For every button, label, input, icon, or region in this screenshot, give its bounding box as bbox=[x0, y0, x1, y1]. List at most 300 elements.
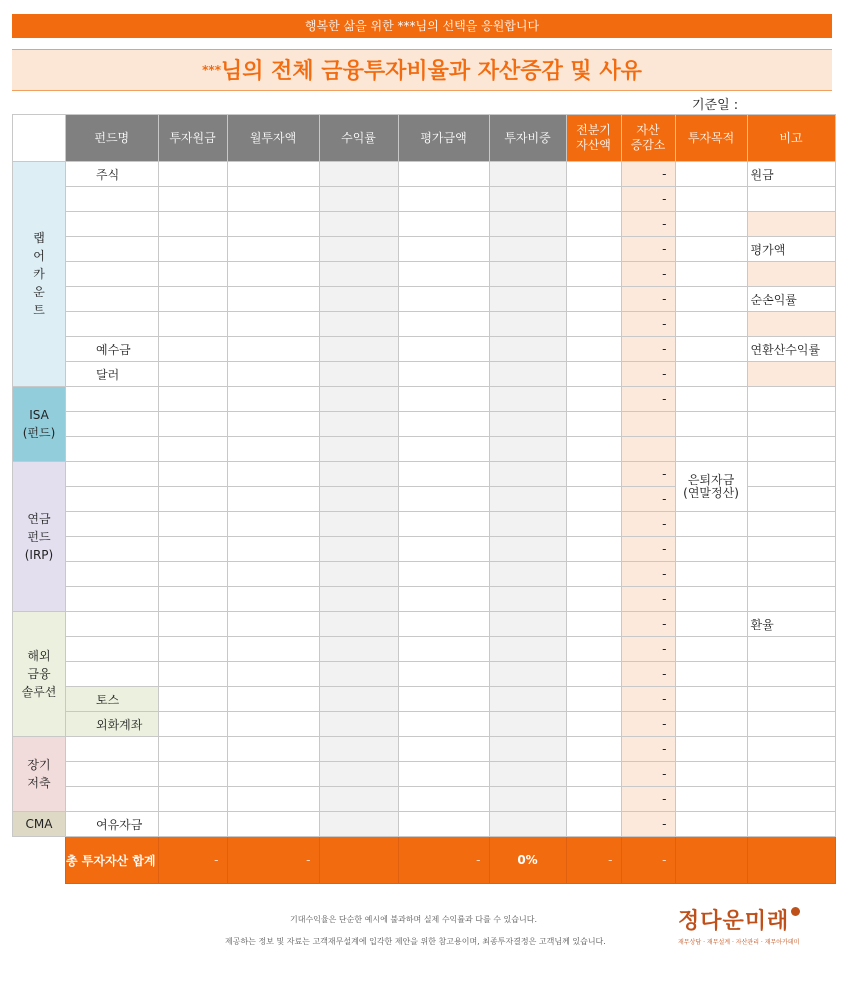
cell[interactable] bbox=[398, 312, 489, 337]
cell[interactable] bbox=[158, 537, 227, 562]
cell[interactable] bbox=[319, 487, 398, 512]
cell[interactable] bbox=[158, 562, 227, 587]
cell[interactable] bbox=[489, 162, 566, 187]
cell[interactable] bbox=[489, 812, 566, 837]
cell[interactable] bbox=[319, 512, 398, 537]
cell[interactable] bbox=[675, 537, 747, 562]
cell[interactable] bbox=[227, 612, 319, 637]
cell[interactable] bbox=[747, 487, 835, 512]
cell[interactable] bbox=[489, 312, 566, 337]
cell[interactable] bbox=[66, 512, 159, 537]
cell[interactable] bbox=[398, 687, 489, 712]
cell[interactable] bbox=[158, 337, 227, 362]
table-row bbox=[13, 537, 836, 562]
cell[interactable] bbox=[489, 487, 566, 512]
cell[interactable] bbox=[675, 637, 747, 662]
cell[interactable] bbox=[398, 762, 489, 787]
cell[interactable] bbox=[319, 637, 398, 662]
cell[interactable] bbox=[227, 562, 319, 587]
table-row bbox=[13, 687, 836, 712]
cell[interactable] bbox=[675, 212, 747, 237]
cell[interactable] bbox=[319, 162, 398, 187]
cell[interactable] bbox=[566, 512, 621, 537]
purpose-cell bbox=[675, 462, 747, 512]
cell[interactable] bbox=[319, 312, 398, 337]
cell[interactable] bbox=[747, 512, 835, 537]
cell[interactable] bbox=[319, 687, 398, 712]
cell[interactable] bbox=[319, 337, 398, 362]
cell[interactable] bbox=[566, 637, 621, 662]
cell[interactable] bbox=[227, 187, 319, 212]
cell[interactable] bbox=[489, 787, 566, 812]
cell[interactable] bbox=[489, 212, 566, 237]
cell[interactable] bbox=[747, 187, 835, 212]
logo-name: 정다운미래 bbox=[678, 909, 790, 934]
cell[interactable] bbox=[227, 212, 319, 237]
cell[interactable] bbox=[319, 437, 398, 462]
cell[interactable] bbox=[747, 412, 835, 437]
cell[interactable] bbox=[675, 412, 747, 437]
table-row bbox=[13, 512, 836, 537]
cell[interactable] bbox=[158, 312, 227, 337]
change-value: - bbox=[621, 612, 675, 637]
cell[interactable] bbox=[675, 787, 747, 812]
portfolio-table bbox=[12, 114, 836, 884]
table-row bbox=[13, 562, 836, 587]
cell[interactable] bbox=[566, 187, 621, 212]
change-value: - bbox=[621, 262, 675, 287]
cell[interactable] bbox=[489, 687, 566, 712]
total-change: - bbox=[621, 837, 675, 884]
cell[interactable] bbox=[66, 437, 159, 462]
cell[interactable] bbox=[227, 337, 319, 362]
purpose-line: (연말정산) bbox=[683, 485, 739, 500]
cell[interactable] bbox=[158, 187, 227, 212]
cell[interactable] bbox=[319, 462, 398, 487]
cell[interactable] bbox=[747, 712, 835, 737]
cell[interactable] bbox=[66, 737, 159, 762]
cell[interactable] bbox=[158, 437, 227, 462]
cell[interactable] bbox=[398, 362, 489, 387]
cell[interactable] bbox=[319, 737, 398, 762]
cell[interactable] bbox=[566, 462, 621, 487]
cell[interactable] bbox=[566, 612, 621, 637]
cell[interactable] bbox=[158, 712, 227, 737]
cell[interactable] bbox=[227, 512, 319, 537]
col-return: 수익률 bbox=[319, 115, 398, 162]
cell[interactable] bbox=[566, 287, 621, 312]
cell[interactable] bbox=[398, 712, 489, 737]
cell[interactable] bbox=[227, 762, 319, 787]
total-blank bbox=[13, 837, 66, 884]
group-isa bbox=[13, 387, 66, 462]
cell[interactable] bbox=[398, 662, 489, 687]
col-prev-quarter-line2: 자산액 bbox=[576, 138, 611, 152]
cell[interactable] bbox=[489, 537, 566, 562]
cell[interactable] bbox=[747, 812, 835, 837]
cell[interactable] bbox=[66, 637, 159, 662]
cell[interactable] bbox=[747, 787, 835, 812]
cell[interactable] bbox=[675, 362, 747, 387]
note-cell: 순손익률 bbox=[747, 287, 835, 312]
note-input[interactable] bbox=[747, 362, 835, 387]
logo-mark-icon bbox=[791, 907, 800, 916]
cell[interactable] bbox=[66, 312, 159, 337]
cell[interactable] bbox=[398, 737, 489, 762]
cell[interactable] bbox=[227, 662, 319, 687]
table-row bbox=[13, 587, 836, 612]
cell[interactable] bbox=[489, 387, 566, 412]
cell[interactable] bbox=[227, 712, 319, 737]
table-row bbox=[13, 462, 836, 487]
cell[interactable] bbox=[319, 187, 398, 212]
page-title bbox=[12, 49, 832, 91]
cell[interactable] bbox=[747, 762, 835, 787]
cell[interactable] bbox=[675, 512, 747, 537]
cell[interactable] bbox=[158, 387, 227, 412]
group-label: 연금 bbox=[27, 511, 51, 526]
cell[interactable] bbox=[158, 612, 227, 637]
cell[interactable] bbox=[398, 237, 489, 262]
cell[interactable] bbox=[66, 562, 159, 587]
cell[interactable] bbox=[675, 437, 747, 462]
cell[interactable] bbox=[66, 287, 159, 312]
col-fund-name: 펀드명 bbox=[66, 115, 159, 162]
total-row bbox=[13, 837, 836, 884]
cell[interactable] bbox=[566, 362, 621, 387]
group-label: ISA bbox=[29, 408, 49, 422]
cell[interactable] bbox=[489, 187, 566, 212]
cell[interactable] bbox=[319, 587, 398, 612]
cell[interactable] bbox=[566, 387, 621, 412]
change-value: - bbox=[621, 487, 675, 512]
cell[interactable] bbox=[158, 637, 227, 662]
cell[interactable] bbox=[66, 787, 159, 812]
cell[interactable] bbox=[489, 362, 566, 387]
cell[interactable] bbox=[227, 537, 319, 562]
fund-name[interactable]: 주식 bbox=[66, 162, 159, 187]
group-label: 장기 bbox=[27, 758, 51, 772]
cell[interactable] bbox=[398, 337, 489, 362]
group-label: 운 bbox=[33, 285, 45, 299]
cell[interactable] bbox=[747, 662, 835, 687]
cell[interactable] bbox=[398, 487, 489, 512]
cell[interactable] bbox=[675, 562, 747, 587]
cell[interactable] bbox=[66, 237, 159, 262]
company-logo bbox=[678, 904, 818, 946]
cell[interactable] bbox=[398, 512, 489, 537]
total-return bbox=[319, 837, 398, 884]
fund-name[interactable]: 예수금 bbox=[66, 337, 159, 362]
cell[interactable] bbox=[66, 762, 159, 787]
table-row bbox=[13, 437, 836, 462]
group-overseas-solution bbox=[13, 612, 66, 737]
col-principal: 투자원금 bbox=[158, 115, 227, 162]
table-row bbox=[13, 712, 836, 737]
cell[interactable] bbox=[319, 662, 398, 687]
cell[interactable] bbox=[489, 437, 566, 462]
cell[interactable] bbox=[675, 612, 747, 637]
cell[interactable] bbox=[227, 287, 319, 312]
cell[interactable] bbox=[66, 537, 159, 562]
cell[interactable] bbox=[319, 362, 398, 387]
cell[interactable] bbox=[566, 812, 621, 837]
cell[interactable] bbox=[566, 562, 621, 587]
cell[interactable] bbox=[319, 612, 398, 637]
cell[interactable] bbox=[227, 362, 319, 387]
cell[interactable] bbox=[675, 737, 747, 762]
cell[interactable] bbox=[675, 287, 747, 312]
cell[interactable] bbox=[158, 412, 227, 437]
cell[interactable] bbox=[566, 662, 621, 687]
cell[interactable] bbox=[66, 487, 159, 512]
note-input[interactable] bbox=[747, 212, 835, 237]
cell[interactable] bbox=[566, 712, 621, 737]
table-row bbox=[13, 812, 836, 837]
note-cell: 환율 bbox=[747, 612, 835, 637]
cell[interactable] bbox=[158, 487, 227, 512]
cell[interactable] bbox=[675, 712, 747, 737]
cell[interactable] bbox=[227, 737, 319, 762]
cell[interactable] bbox=[398, 187, 489, 212]
note-cell: 원금 bbox=[747, 162, 835, 187]
cell[interactable] bbox=[675, 237, 747, 262]
total-label: 총 투자자산 합계 bbox=[66, 837, 159, 884]
cell[interactable] bbox=[489, 612, 566, 637]
cell[interactable] bbox=[398, 562, 489, 587]
fund-name[interactable]: 여유자금 bbox=[66, 812, 159, 837]
change-value: - bbox=[621, 712, 675, 737]
cell[interactable] bbox=[566, 787, 621, 812]
cell[interactable] bbox=[489, 587, 566, 612]
cell[interactable] bbox=[489, 737, 566, 762]
cell[interactable] bbox=[158, 262, 227, 287]
cell[interactable] bbox=[158, 462, 227, 487]
cell[interactable] bbox=[566, 737, 621, 762]
cell[interactable] bbox=[319, 787, 398, 812]
cell[interactable] bbox=[398, 637, 489, 662]
cell[interactable] bbox=[227, 237, 319, 262]
cell[interactable] bbox=[747, 437, 835, 462]
cell[interactable] bbox=[489, 287, 566, 312]
cell[interactable] bbox=[227, 387, 319, 412]
cell[interactable] bbox=[566, 412, 621, 437]
cell[interactable] bbox=[398, 387, 489, 412]
cell[interactable] bbox=[227, 412, 319, 437]
cell[interactable] bbox=[398, 262, 489, 287]
cell[interactable] bbox=[489, 412, 566, 437]
cell[interactable] bbox=[675, 187, 747, 212]
cell[interactable] bbox=[319, 762, 398, 787]
cell[interactable] bbox=[158, 512, 227, 537]
cell[interactable] bbox=[398, 537, 489, 562]
note-input[interactable] bbox=[747, 262, 835, 287]
cell[interactable] bbox=[566, 587, 621, 612]
cell[interactable] bbox=[227, 587, 319, 612]
cell[interactable] bbox=[66, 587, 159, 612]
cell[interactable] bbox=[747, 562, 835, 587]
cell[interactable] bbox=[398, 287, 489, 312]
cell[interactable] bbox=[566, 762, 621, 787]
change-value: - bbox=[621, 287, 675, 312]
group-label: 어 bbox=[33, 249, 45, 263]
cell[interactable] bbox=[319, 262, 398, 287]
cell[interactable] bbox=[398, 412, 489, 437]
cell[interactable] bbox=[747, 462, 835, 487]
cell[interactable] bbox=[566, 237, 621, 262]
cell[interactable] bbox=[319, 237, 398, 262]
cell[interactable] bbox=[227, 162, 319, 187]
cell[interactable] bbox=[66, 612, 159, 637]
cell[interactable] bbox=[158, 362, 227, 387]
col-purpose: 투자목적 bbox=[675, 115, 747, 162]
fund-name[interactable]: 외화계좌 bbox=[66, 712, 159, 737]
cell[interactable] bbox=[319, 387, 398, 412]
cell[interactable] bbox=[747, 587, 835, 612]
cell[interactable] bbox=[566, 687, 621, 712]
cell[interactable] bbox=[66, 212, 159, 237]
cell[interactable] bbox=[227, 312, 319, 337]
col-prev-quarter bbox=[566, 115, 621, 162]
cell[interactable] bbox=[489, 337, 566, 362]
cell[interactable] bbox=[66, 187, 159, 212]
cell[interactable] bbox=[227, 787, 319, 812]
cell[interactable] bbox=[489, 762, 566, 787]
cell[interactable] bbox=[398, 787, 489, 812]
cell[interactable] bbox=[566, 312, 621, 337]
cell[interactable] bbox=[227, 637, 319, 662]
cell[interactable] bbox=[158, 587, 227, 612]
cell[interactable] bbox=[227, 812, 319, 837]
cell[interactable] bbox=[398, 212, 489, 237]
cell[interactable] bbox=[566, 537, 621, 562]
cell[interactable] bbox=[398, 437, 489, 462]
group-wrap-account bbox=[13, 162, 66, 387]
cell[interactable] bbox=[319, 537, 398, 562]
note-cell: 평가액 bbox=[747, 237, 835, 262]
cell[interactable] bbox=[747, 387, 835, 412]
cell[interactable] bbox=[319, 712, 398, 737]
cell[interactable] bbox=[566, 162, 621, 187]
change-value: - bbox=[621, 162, 675, 187]
cell[interactable] bbox=[747, 687, 835, 712]
cell[interactable] bbox=[566, 262, 621, 287]
cell[interactable] bbox=[489, 462, 566, 487]
cell[interactable] bbox=[66, 662, 159, 687]
total-weight: 0% bbox=[489, 837, 566, 884]
cell[interactable] bbox=[675, 662, 747, 687]
cell[interactable] bbox=[66, 412, 159, 437]
cell[interactable] bbox=[227, 462, 319, 487]
cell[interactable] bbox=[675, 762, 747, 787]
cell[interactable] bbox=[158, 237, 227, 262]
cell[interactable] bbox=[566, 437, 621, 462]
cell[interactable] bbox=[158, 737, 227, 762]
cell[interactable] bbox=[675, 262, 747, 287]
total-purpose bbox=[675, 837, 747, 884]
cell[interactable] bbox=[319, 562, 398, 587]
cell[interactable] bbox=[747, 737, 835, 762]
cell[interactable] bbox=[319, 812, 398, 837]
cell[interactable] bbox=[489, 662, 566, 687]
cell[interactable] bbox=[319, 212, 398, 237]
cell[interactable] bbox=[675, 812, 747, 837]
cell[interactable] bbox=[489, 637, 566, 662]
col-asset-change-line2: 증감소 bbox=[630, 138, 666, 152]
cell[interactable] bbox=[158, 662, 227, 687]
cell[interactable] bbox=[158, 687, 227, 712]
cell[interactable] bbox=[66, 462, 159, 487]
note-input[interactable] bbox=[747, 312, 835, 337]
cell[interactable] bbox=[398, 612, 489, 637]
cell[interactable] bbox=[675, 162, 747, 187]
cell[interactable] bbox=[747, 537, 835, 562]
table-row bbox=[13, 262, 836, 287]
cell[interactable] bbox=[398, 162, 489, 187]
cell[interactable] bbox=[675, 312, 747, 337]
cell[interactable] bbox=[158, 787, 227, 812]
cell[interactable] bbox=[227, 687, 319, 712]
group-long-term-savings bbox=[13, 737, 66, 812]
cell[interactable] bbox=[675, 337, 747, 362]
col-asset-change bbox=[621, 115, 675, 162]
cell[interactable] bbox=[489, 562, 566, 587]
cell[interactable] bbox=[227, 437, 319, 462]
cell[interactable] bbox=[675, 387, 747, 412]
cell[interactable] bbox=[489, 712, 566, 737]
cell[interactable] bbox=[398, 587, 489, 612]
cell[interactable] bbox=[158, 287, 227, 312]
cell[interactable] bbox=[398, 812, 489, 837]
cell[interactable] bbox=[398, 462, 489, 487]
cell[interactable] bbox=[566, 337, 621, 362]
cell[interactable] bbox=[319, 412, 398, 437]
fund-name[interactable]: 토스 bbox=[66, 687, 159, 712]
cell[interactable] bbox=[227, 487, 319, 512]
cell[interactable] bbox=[227, 262, 319, 287]
cell[interactable] bbox=[158, 212, 227, 237]
change-value: - bbox=[621, 512, 675, 537]
cell[interactable] bbox=[66, 262, 159, 287]
purpose-line: 은퇴자금 bbox=[687, 472, 735, 487]
cell[interactable] bbox=[158, 162, 227, 187]
cell[interactable] bbox=[158, 812, 227, 837]
cell[interactable] bbox=[747, 637, 835, 662]
cell[interactable] bbox=[489, 262, 566, 287]
cell[interactable] bbox=[489, 512, 566, 537]
group-label: 해외 bbox=[27, 649, 51, 663]
cell[interactable] bbox=[675, 687, 747, 712]
group-label: 랩 bbox=[33, 231, 45, 245]
table-row bbox=[13, 637, 836, 662]
col-value: 평가금액 bbox=[398, 115, 489, 162]
note-cell: 연환산수익률 bbox=[747, 337, 835, 362]
group-label: (IRP) bbox=[24, 547, 54, 562]
cell[interactable] bbox=[566, 487, 621, 512]
cell[interactable] bbox=[66, 387, 159, 412]
table-row bbox=[13, 287, 836, 312]
cell[interactable] bbox=[675, 587, 747, 612]
cell[interactable] bbox=[319, 287, 398, 312]
cell[interactable] bbox=[566, 212, 621, 237]
change-value: - bbox=[621, 812, 675, 837]
cell[interactable] bbox=[489, 237, 566, 262]
change-value: - bbox=[621, 237, 675, 262]
cell[interactable] bbox=[158, 762, 227, 787]
group-pension-irp bbox=[13, 462, 66, 612]
fund-name[interactable]: 달러 bbox=[66, 362, 159, 387]
table-row bbox=[13, 787, 836, 812]
